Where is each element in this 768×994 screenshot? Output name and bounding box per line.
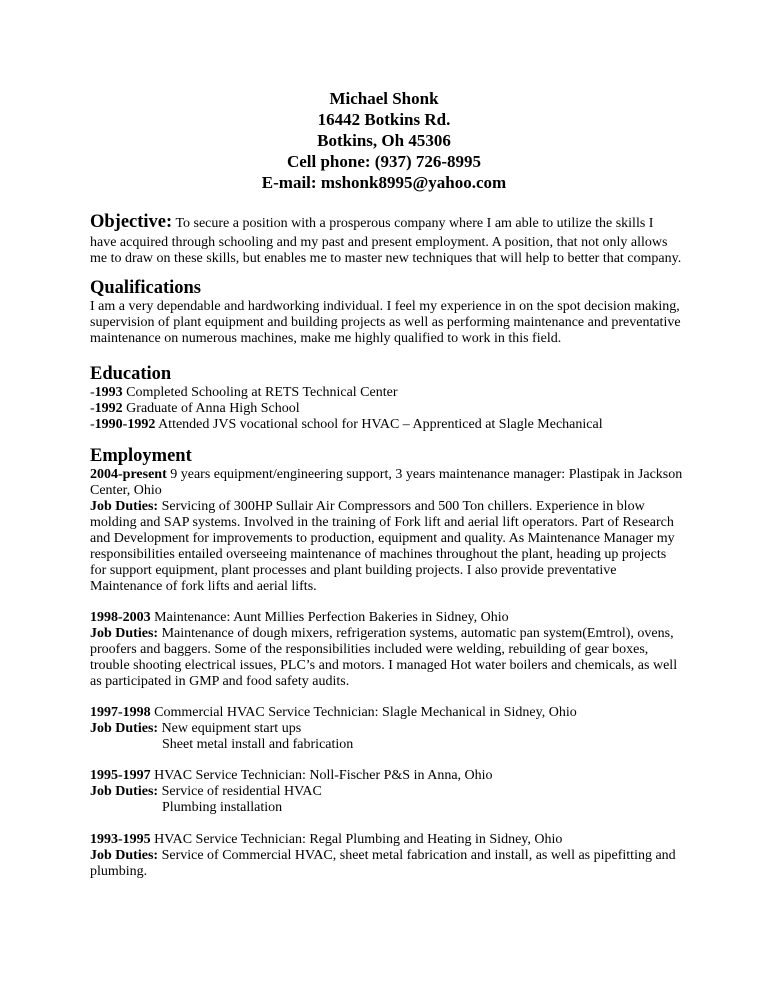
objective-text: To secure a position with a prosperous company where I am able to utilize the skills I xyxy=(175,216,654,231)
job-entry xyxy=(90,705,690,753)
job-duties: proofers and baggers. Some of the responsibilities included were welding, rebuilding of gear boxes, xyxy=(90,642,649,657)
job-title: 1995-1997 HVAC Service Technician: Noll-Fischer P&S in Anna, Ohio xyxy=(90,768,493,783)
job-title: 1998-2003 Maintenance: Aunt Millies Perfection Bakeries in Sidney, Ohio xyxy=(90,610,509,625)
job-duties: Job Duties: Servicing of 300HP Sullair Air Compressors and 500 Ton chillers. Experience in blow xyxy=(90,499,645,514)
job-duties: molding and SAP systems. Involved in the training of Fork lift and aerial lift operators. Part of Research xyxy=(90,515,674,530)
education-item: -1990-1992 Attended JVS vocational school for HVAC – Apprenticed at Slagle Mechanical xyxy=(90,417,603,432)
objective-section xyxy=(90,211,690,267)
education-item: -1992 Graduate of Anna High School xyxy=(90,401,300,416)
name: Michael Shonk xyxy=(329,89,439,108)
qualifications-text: maintenance on numerous machines, make me highly qualified to work in this field. xyxy=(90,331,562,346)
job-duties: Job Duties: Service of residential HVAC xyxy=(90,784,322,799)
job-duties: and Development for improvements to production, equipment and quality. As Maintenance Manager my xyxy=(90,531,675,546)
resume-header xyxy=(0,88,768,193)
job-duties: trouble shooting electrical issues, PLC’s and motors. I managed Hot water boilers and chemicals, as well xyxy=(90,658,678,673)
job-duties: for support equipment, plant processes and plant building projects. I also provide preventative xyxy=(90,563,617,578)
city-state-zip: Botkins, Oh 45306 xyxy=(317,131,451,150)
job-duties: as participated in GMP and food safety audits. xyxy=(90,674,350,689)
job-title: 2004-present 9 years equipment/engineering support, 3 years maintenance manager: Plastipak in Jackson xyxy=(90,467,683,482)
job-entry xyxy=(90,610,690,690)
job-duties: responsibilities entailed overseeing maintenance of machines throughout the plant, heading up projects xyxy=(90,547,667,562)
job-title: Center, Ohio xyxy=(90,483,162,498)
job-duties: Plumbing installation xyxy=(162,800,283,815)
job-duties: plumbing. xyxy=(90,864,148,879)
education-heading: Education xyxy=(90,364,172,384)
qualifications-section xyxy=(90,277,690,347)
qualifications-text: I am a very dependable and hardworking individual. I feel my experience in on the spot decision making, xyxy=(90,299,680,314)
employment-section xyxy=(90,445,690,595)
job-duties: Maintenance of fork lifts and aerial lifts. xyxy=(90,579,317,594)
education-item: -1993 Completed Schooling at RETS Technical Center xyxy=(90,385,398,400)
street-address: 16442 Botkins Rd. xyxy=(317,110,451,129)
job-duties: Sheet metal install and fabrication xyxy=(162,737,354,752)
job-duties: Job Duties: Service of Commercial HVAC, sheet metal fabrication and install, as well as pipefitting and xyxy=(90,848,676,863)
job-entry xyxy=(90,832,690,880)
objective-text: have acquired through schooling and my past and present employment. A position, that not only allows xyxy=(90,235,668,250)
qualifications-text: supervision of plant equipment and building projects as well as performing maintenance and preventative xyxy=(90,315,681,330)
qualifications-heading: Qualifications xyxy=(90,278,202,298)
phone: Cell phone: (937) 726-8995 xyxy=(286,152,482,171)
education-section xyxy=(90,363,690,433)
email: E-mail: mshonk8995@yahoo.com xyxy=(261,173,507,192)
job-entry xyxy=(90,768,690,816)
objective-text: me to draw on these skills, but enables me to master new techniques that will help to better that company. xyxy=(90,251,682,266)
employment-heading: Employment xyxy=(90,446,192,466)
job-title: 1993-1995 HVAC Service Technician: Regal Plumbing and Heating in Sidney, Ohio xyxy=(90,832,563,847)
job-duties: Job Duties: New equipment start ups xyxy=(90,721,302,736)
objective-heading: Objective: xyxy=(90,212,173,232)
job-duties: Job Duties: Maintenance of dough mixers, refrigeration systems, automatic pan system(Emtrol), ovens, xyxy=(90,626,674,641)
job-title: 1997-1998 Commercial HVAC Service Technician: Slagle Mechanical in Sidney, Ohio xyxy=(90,705,577,720)
